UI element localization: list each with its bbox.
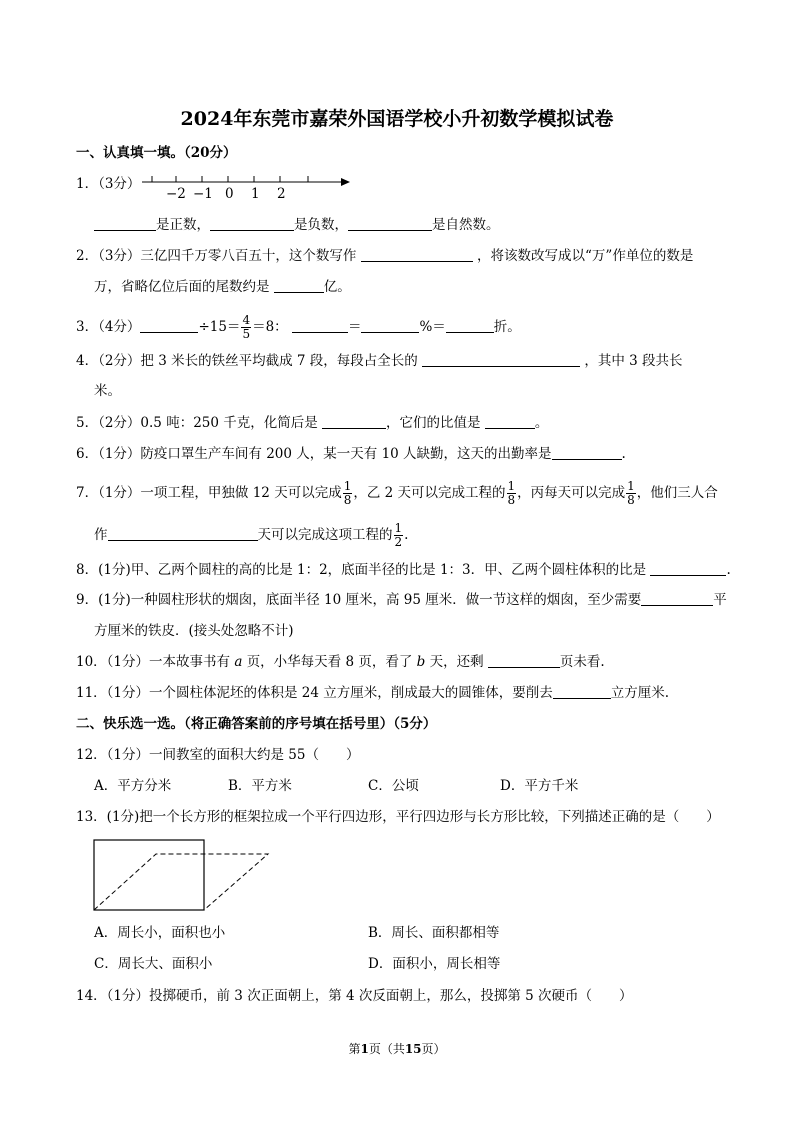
answer-blank[interactable] [108, 525, 258, 541]
q7-line1: 7．（1分）一项工程，甲独做 12 天可以完成 $\frac{1}{8}$ ，乙 2 天可以完成工程的 $\frac{1}{8}$ ，丙每天可以完成 $\frac{1}{8}$ ，他们三人合 [76, 479, 718, 507]
fraction: $\frac{1}{8}$ [343, 479, 352, 507]
q1-blanks-line: 是正数， 是负数， 是自然数。 [94, 215, 500, 235]
fraction: $\frac{1}{8}$ [507, 479, 516, 507]
answer-blank[interactable] [140, 317, 198, 333]
q13-stem: 13．(1分)把一个长方形的框架拉成一个平行四边形，平行四边形与长方形比较，下列描述正确的是（ ） [76, 809, 720, 825]
fraction: $\frac{4}{5}$ [242, 313, 251, 341]
q8-line: 8．(1分)甲、乙两个圆柱的高的比是 1：2，底面半径的比是 1：3．甲、乙两个圆柱体积的比是 . [76, 562, 731, 578]
answer-blank[interactable] [210, 215, 294, 231]
answer-blank[interactable] [361, 246, 473, 262]
option-a[interactable]: A．平方分米 [94, 778, 172, 794]
answer-blank[interactable] [641, 590, 713, 606]
q2-line2: 万，省略亿位后面的尾数约是 亿。 [94, 279, 351, 295]
q4-line2: 米。 [94, 383, 121, 399]
tick-label: −1 [193, 186, 213, 202]
rectangle-parallelogram-figure [92, 838, 274, 914]
option-d[interactable]: D．面积小，周长相等 [368, 956, 501, 972]
page-title: 2024年东莞市嘉荣外国语学校小升初数学模拟试卷 [180, 108, 614, 130]
tick-label: 2 [277, 186, 286, 202]
answer-blank[interactable] [488, 652, 560, 668]
answer-blank[interactable] [348, 215, 432, 231]
q3-line: 3．（4分） ÷15＝ $\frac{4}{5}$ ＝8： ＝ %＝ 折。 [76, 313, 521, 341]
option-b[interactable]: B．平方米 [228, 778, 292, 794]
answer-blank[interactable] [322, 413, 386, 429]
q12-stem: 12．（1分）一间教室的面积大约是 55（ ） [76, 747, 360, 763]
answer-blank[interactable] [292, 317, 348, 333]
fraction: $\frac{1}{2}$ [394, 521, 403, 549]
option-c[interactable]: C．周长大、面积小 [94, 956, 213, 972]
tick-label: 1 [251, 186, 260, 202]
option-d[interactable]: D．平方千米 [500, 778, 579, 794]
q14-stem: 14．（1分）投掷硬币，前 3 次正面朝上，第 4 次反面朝上，那么，投掷第 5 次硬币（ ） [76, 988, 633, 1004]
q11-line: 11．（1分）一个圆柱体泥坯的体积是 24 立方厘米，削成最大的圆锥体，要削去 立方厘米. [76, 685, 670, 701]
q9-line2: 方厘米的铁皮．(接头处忽略不计) [94, 623, 294, 639]
fraction: $\frac{1}{8}$ [627, 479, 635, 507]
answer-blank[interactable] [274, 277, 324, 293]
q5-line: 5．（2分）0.5 吨：250 千克，化简后是 ，它们的比值是 。 [76, 415, 549, 431]
q1-label: 1．（3分） [76, 176, 141, 192]
answer-blank[interactable] [422, 351, 580, 367]
q9-line1: 9．(1分)一种圆柱形状的烟囱，底面半径 10 厘米，高 95 厘米．做一节这样的烟囱，至少需要 平 [76, 592, 727, 608]
answer-blank[interactable] [485, 413, 535, 429]
q10-line: 10．（1分）一本故事书有 a 页，小华每天看 8 页，看了 b 天，还剩 页未看. [76, 654, 605, 670]
q4-line1: 4．（2分）把 3 米长的铁丝平均截成 7 段，每段占全长的 ，其中 3 段共长 [76, 353, 683, 369]
q7-line2: 作 天可以完成这项工程的 $\frac{1}{2}$ . [94, 521, 409, 549]
option-b[interactable]: B．周长、面积都相等 [368, 925, 500, 941]
answer-blank[interactable] [552, 444, 622, 460]
answer-blank[interactable] [446, 317, 494, 333]
section-2-heading: 二、快乐选一选。（将正确答案前的序号填在括号里）（5分） [76, 716, 437, 732]
tick-label: 0 [225, 186, 234, 202]
section-1-heading: 一、认真填一填。（20分） [76, 145, 237, 161]
option-c[interactable]: C．公顷 [368, 778, 419, 794]
page-footer: 第1页（共15页） [348, 1042, 446, 1056]
answer-blank[interactable] [94, 215, 156, 231]
tick-label: −2 [166, 186, 186, 202]
q2-line1: 2．（3分）三亿四千万零八百五十，这个数写作 ，将该数改写成以“万”作单位的数是 [76, 248, 694, 264]
answer-blank[interactable] [650, 560, 726, 576]
answer-blank[interactable] [553, 683, 611, 699]
option-a[interactable]: A．周长小，面积也小 [94, 925, 226, 941]
answer-blank[interactable] [361, 317, 419, 333]
q6-line: 6．（1分）防疫口罩生产车间有 200 人，某一天有 10 人缺勤，这天的出勤率是 . [76, 446, 626, 462]
